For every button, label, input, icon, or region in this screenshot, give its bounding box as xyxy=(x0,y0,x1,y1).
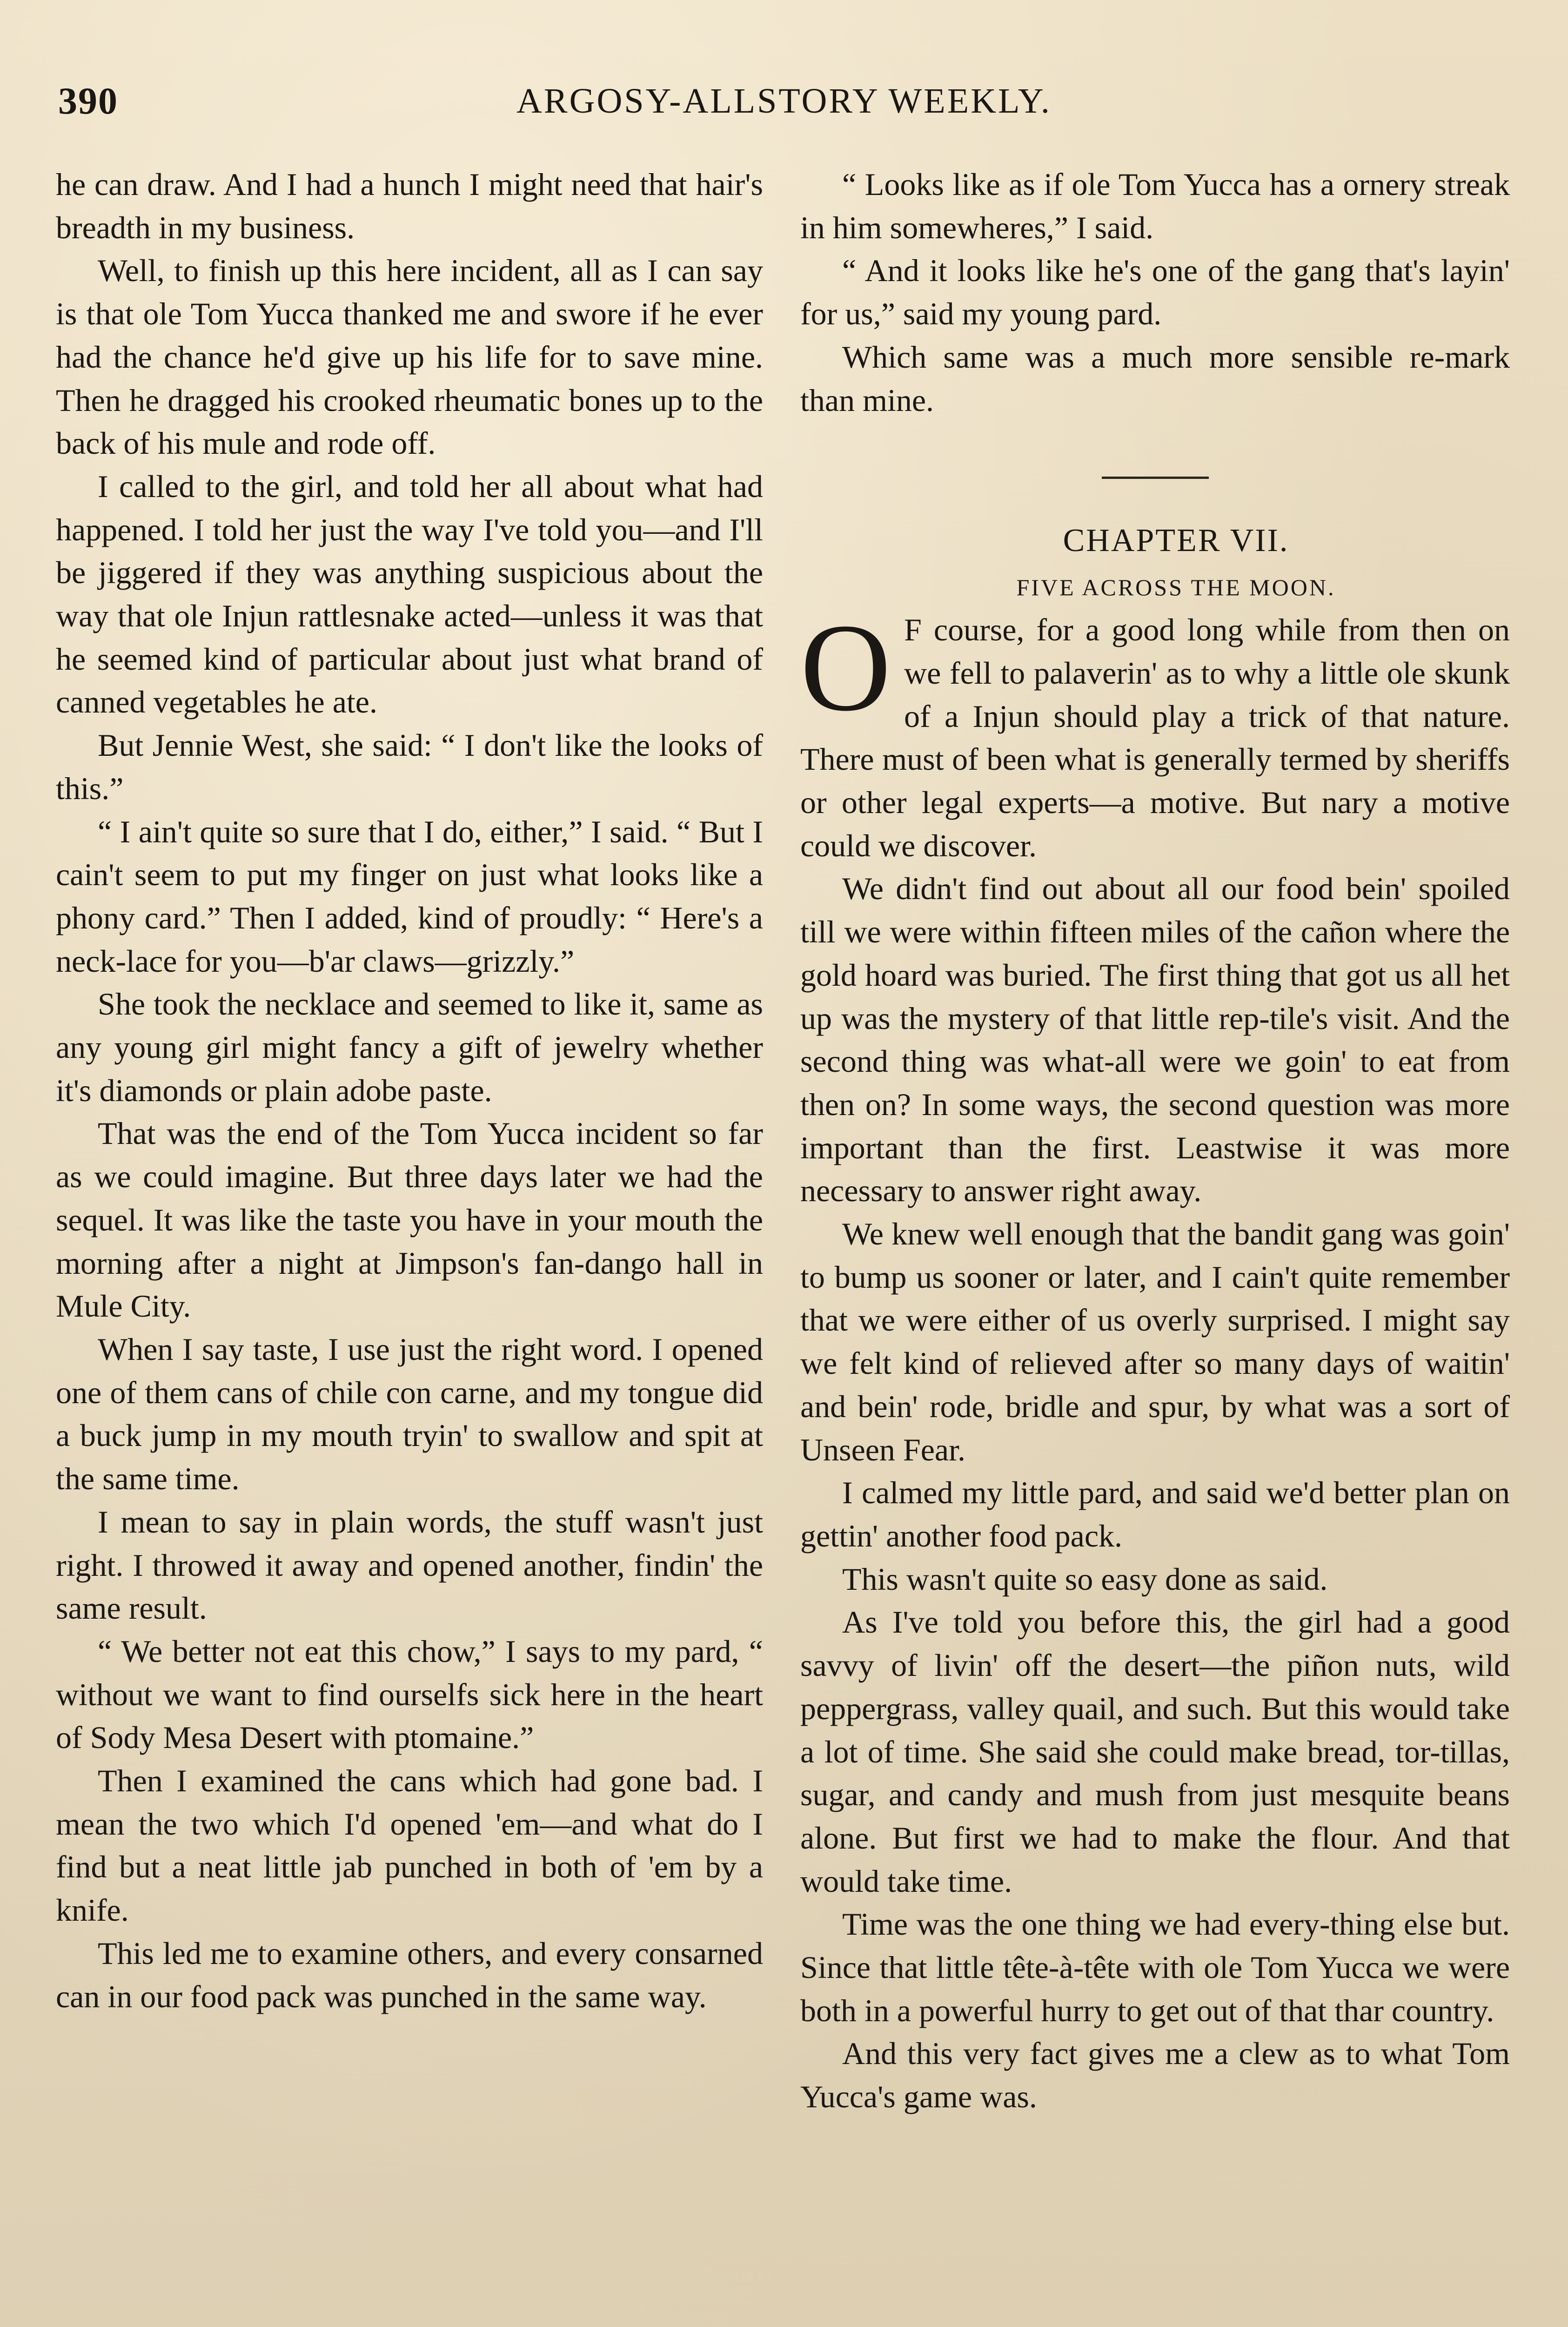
paragraph: I called to the girl, and told her all about what had happened. I told her just the way I've told you—and I'll be jiggered if they was anything suspicious about the way that ole Injun rattlesnake acted—unless it was that he seemed kind of particular about just what brand of canned vegetables he ate. xyxy=(56,468,763,720)
right-column xyxy=(800,163,1510,2119)
paragraph: We knew well enough that the bandit gang was goin' to bump us sooner or later, and I cain't quite remember that we were either of us overly surprised. I might say we felt kind of relieved after so many days of waitin' and bein' rode, bridle and spur, by what was a sort of Unseen Fear. xyxy=(800,1216,1510,1467)
paragraph: “ I ain't quite so sure that I do, either,” I said. “ But I cain't seem to put my finger on just what looks like a phony card.” Then I added, kind of proudly: “ Here's a neck-lace for you—b'ar claws—grizzly.” xyxy=(56,814,763,979)
paragraph: I mean to say in plain words, the stuff wasn't just right. I throwed it away and opened another, findin' the same result. xyxy=(56,1504,763,1626)
paragraph: She took the necklace and seemed to like it, same as any young girl might fancy a gift of jewelry whether it's diamonds or plain adobe paste. xyxy=(56,986,763,1108)
paragraph: And this very fact gives me a clew as to what Tom Yucca's game was. xyxy=(800,2036,1510,2115)
paragraph: “ And it looks like he's one of the gang that's layin' for us,” said my young pard. xyxy=(800,253,1510,332)
paragraph: I calmed my little pard, and said we'd better plan on gettin' another food pack. xyxy=(800,1475,1510,1554)
paragraph: “ We better not eat this chow,” I says to my pard, “ without we want to find ourselfs sick here in the heart of Sody Mesa Desert with ptomaine.” xyxy=(56,1633,763,1755)
paragraph: This wasn't quite so easy done as said. xyxy=(842,1561,1328,1597)
paragraph: Well, to finish up this here incident, all as I can say is that ole Tom Yucca thanked me and swore if he ever had the chance he'd give up his life for to save mine. Then he dragged his crooked rheumatic bones up to the back of his mule and rode off. xyxy=(56,253,763,461)
opening-paragraph-text: F course, for a good long while from then on we fell to palaverin' as to why a little ole skunk of a Injun should play a trick of that nature. There must of been what is generally termed by sheriffs or other legal experts—a motive. But nary a motive could we discover. xyxy=(800,612,1510,863)
paragraph: “ Looks like as if ole Tom Yucca has a ornery streak in him somewheres,” I said. xyxy=(800,167,1510,245)
paragraph: When I say taste, I use just the right word. I opened one of them cans of chile con carne, and my tongue did a buck jump in my mouth tryin' to swallow and spit at the same time. xyxy=(56,1331,763,1497)
paragraph: Which same was a much more sensible re-mark than mine. xyxy=(800,339,1510,418)
paragraph: That was the end of the Tom Yucca incident so far as we could imagine. But three days later we had the sequel. It was like the taste you have in your mouth the morning after a night at Jimpson's fan-dango hall in Mule City. xyxy=(56,1116,763,1324)
page-number: 390 xyxy=(58,80,118,122)
section-divider xyxy=(1102,477,1209,479)
page-header xyxy=(58,79,1510,130)
paragraph: But Jennie West, she said: “ I don't like the looks of this.” xyxy=(56,727,763,806)
paragraph: he can draw. And I had a hunch I might need that hair's breadth in my business. xyxy=(56,167,763,245)
chapter-opening-paragraph xyxy=(800,598,1510,867)
running-title: ARGOSY-ALLSTORY WEEKLY. xyxy=(516,81,1052,121)
chapter-subtitle: FIVE ACROSS THE MOON. xyxy=(1016,574,1336,601)
paragraph: Then I examined the cans which had gone bad. I mean the two which I'd opened 'em—and what do I find but a neat little jab punched in both of 'em by a knife. xyxy=(56,1763,763,1928)
paragraph: As I've told you before this, the girl had a good savvy of livin' off the desert—the piñon nuts, wild peppergrass, valley quail, and such. But this would take a lot of time. She said she could make bread, tor-tillas, sugar, and candy and mush from just mesquite beans alone. But first we had to make the flour. And that would take time. xyxy=(800,1604,1510,1899)
drop-cap: O xyxy=(800,598,891,738)
chapter-title: CHAPTER VII. xyxy=(1063,523,1289,559)
paragraph: We didn't find out about all our food bein' spoiled till we were within fifteen miles of the cañon where the gold hoard was buried. The first thing that got us all het up was the mystery of that little rep-tile's visit. And the second thing was what-all were we goin' to eat from then on? In some ways, the second question was more important than the first. Leastwise it was more necessary to answer right away. xyxy=(800,871,1510,1209)
paragraph: Time was the one thing we had every-thing else but. Since that little tête-à-tête with ole Tom Yucca we were both in a powerful hurry to get out of that thar country. xyxy=(800,1906,1510,2028)
left-column xyxy=(56,163,763,2018)
paragraph: This led me to examine others, and every consarned can in our food pack was punched in the same way. xyxy=(56,1935,763,2014)
